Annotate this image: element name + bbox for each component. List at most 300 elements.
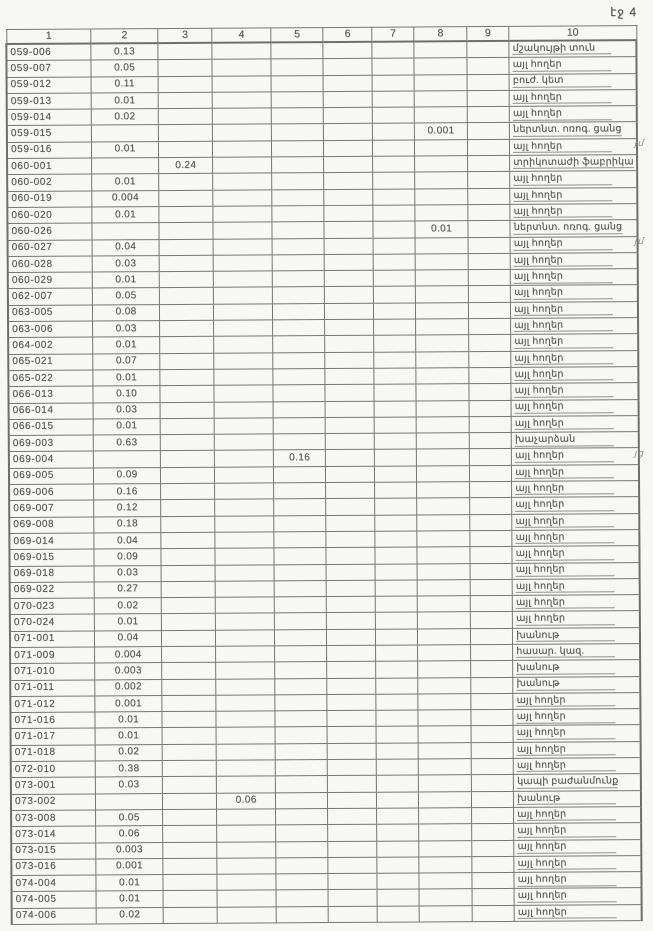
area-value-cell	[215, 548, 274, 565]
area-value-cell	[162, 695, 217, 712]
plot-code-cell: 073-014	[11, 826, 96, 843]
area-value-cell	[469, 449, 511, 466]
area-value-cell: 0.04	[92, 239, 159, 256]
area-value-cell	[92, 223, 159, 240]
area-value-cell	[159, 288, 214, 305]
area-value-cell	[372, 42, 414, 59]
area-value-cell	[214, 353, 273, 370]
area-value-cell	[274, 515, 327, 532]
land-use-text: այլ հողեր	[513, 59, 612, 71]
area-value-cell	[376, 743, 418, 760]
area-value-cell	[158, 108, 213, 125]
area-value-cell	[416, 319, 469, 336]
area-value-cell	[375, 612, 417, 629]
area-value-cell: 0.16	[94, 484, 161, 501]
area-value-cell	[325, 238, 374, 255]
area-value-cell	[160, 337, 215, 354]
area-value-cell: 0.01	[91, 92, 158, 109]
column-header-5: 5	[271, 28, 324, 43]
area-value-cell	[217, 890, 276, 907]
area-value-cell	[217, 825, 276, 842]
area-value-cell	[217, 841, 276, 858]
plot-code-cell: 069-005	[9, 468, 94, 485]
area-value-cell	[470, 514, 512, 531]
area-value-cell	[326, 482, 375, 499]
area-value-cell	[470, 628, 512, 645]
area-value-cell	[161, 532, 216, 549]
area-value-cell	[162, 679, 217, 696]
plot-code-cell: 071-011	[10, 680, 95, 697]
land-use-text: այլ հողեր	[514, 206, 613, 218]
area-value-cell	[471, 807, 513, 824]
land-use-cell	[511, 334, 638, 351]
area-value-cell	[213, 141, 272, 158]
area-value-cell	[374, 466, 416, 483]
area-value-cell	[325, 287, 374, 304]
plot-code-cell: 059-006	[6, 43, 91, 60]
area-value-cell	[418, 596, 471, 613]
plot-code-cell: 074-006	[12, 908, 97, 925]
area-value-cell	[214, 255, 273, 272]
area-value-cell	[272, 271, 325, 288]
area-value-cell	[216, 695, 275, 712]
area-value-cell	[415, 237, 468, 254]
land-use-cell	[514, 774, 641, 791]
area-value-cell	[328, 743, 377, 760]
area-value-cell	[415, 254, 468, 271]
area-value-cell	[375, 564, 417, 581]
land-use-cell	[514, 839, 641, 856]
area-value-cell	[217, 809, 276, 826]
area-value-cell	[375, 515, 417, 532]
area-value-cell	[272, 287, 325, 304]
land-use-cell	[511, 301, 638, 318]
land-use-text: այլ հողեր	[515, 499, 614, 511]
area-value-cell: 0.001	[96, 858, 163, 875]
area-value-cell	[215, 483, 274, 500]
land-use-cell	[512, 546, 639, 563]
land-use-cell	[514, 888, 641, 905]
area-value-cell	[94, 451, 161, 468]
area-value-cell	[213, 206, 272, 223]
area-value-cell	[327, 662, 376, 679]
area-value-cell	[374, 449, 416, 466]
area-value-cell	[373, 270, 415, 287]
land-use-text: բուժ. կետ	[513, 76, 612, 88]
area-value-cell	[374, 482, 416, 499]
area-value-cell	[416, 302, 469, 319]
area-value-cell	[326, 531, 375, 548]
area-value-cell	[214, 271, 273, 288]
plot-code-cell: 071-012	[10, 696, 95, 713]
area-value-cell	[212, 59, 271, 76]
area-value-cell	[276, 906, 329, 923]
area-value-cell	[215, 515, 274, 532]
area-value-cell	[467, 107, 509, 124]
area-value-cell	[324, 107, 373, 124]
plot-code-cell: 060-019	[7, 191, 92, 208]
cadastre-table	[5, 25, 645, 925]
land-use-cell	[513, 758, 640, 775]
land-use-text: այլ հողեր	[516, 532, 615, 544]
area-value-cell	[469, 498, 511, 515]
area-value-cell	[213, 157, 272, 174]
area-value-cell	[158, 60, 213, 77]
area-value-cell: 0.01	[96, 875, 163, 892]
area-value-cell	[373, 172, 415, 189]
land-use-cell	[510, 269, 637, 286]
land-use-text: այլ հողեր	[513, 174, 612, 186]
plot-code-cell: 071-016	[10, 712, 95, 729]
area-value-cell	[276, 874, 329, 891]
land-use-text: այլ հողեր	[518, 891, 617, 903]
land-use-cell	[512, 578, 639, 595]
area-value-cell	[273, 336, 326, 353]
area-value-cell	[323, 59, 372, 76]
area-value-cell	[327, 694, 376, 711]
area-value-cell: 0.01	[92, 207, 159, 224]
area-value-cell	[216, 646, 275, 663]
area-value-cell	[416, 400, 469, 417]
area-value-cell	[471, 824, 513, 841]
area-value-cell	[469, 384, 511, 401]
area-value-cell	[96, 793, 163, 810]
area-value-cell	[417, 449, 470, 466]
plot-code-cell: 071-001	[10, 631, 95, 648]
area-value-cell	[375, 531, 417, 548]
column-header-7: 7	[372, 27, 414, 42]
area-value-cell	[467, 172, 509, 189]
area-value-cell	[372, 123, 414, 140]
area-value-cell	[216, 630, 275, 647]
area-value-cell	[327, 596, 376, 613]
land-use-text: այլ հողեր	[513, 190, 612, 202]
area-value-cell	[374, 368, 416, 385]
column-header-10: 10	[509, 26, 636, 41]
land-use-text: խաչարձան	[515, 434, 614, 446]
area-value-cell	[275, 792, 328, 809]
area-value-cell: 0.01	[415, 221, 468, 238]
area-value-cell	[216, 597, 275, 614]
plot-code-cell: 059-016	[7, 142, 92, 159]
area-value-cell	[273, 434, 326, 451]
area-value-cell	[159, 271, 214, 288]
area-value-cell	[414, 74, 467, 91]
land-use-text: այլ հողեր	[513, 92, 612, 104]
area-value-cell	[162, 760, 217, 777]
area-value-cell	[472, 856, 514, 873]
land-use-text: այլ հողեր	[513, 141, 612, 153]
area-value-cell	[328, 808, 377, 825]
area-value-cell	[271, 140, 324, 157]
land-use-cell	[509, 90, 636, 107]
area-value-cell	[159, 320, 214, 337]
land-use-text: կապի բաժանմունք	[517, 775, 619, 788]
area-value-cell	[467, 41, 509, 58]
area-value-cell	[372, 75, 414, 92]
land-use-text: այլ հողեր	[515, 418, 614, 430]
land-use-text: այլ հողեր	[518, 858, 617, 870]
area-value-cell	[327, 629, 376, 646]
land-use-cell	[514, 904, 641, 921]
area-value-cell	[417, 498, 470, 515]
area-value-cell	[215, 434, 274, 451]
land-use-cell	[511, 399, 638, 416]
area-value-cell	[324, 140, 373, 157]
area-value-cell	[326, 417, 375, 434]
area-value-cell	[468, 221, 510, 238]
area-value-cell	[158, 76, 213, 93]
plot-code-cell: 059-013	[7, 93, 92, 110]
area-value-cell: 0.01	[95, 712, 162, 729]
column-header-3: 3	[158, 28, 213, 43]
land-use-text: այլ հողեր	[515, 467, 614, 479]
area-value-cell	[372, 58, 414, 75]
area-value-cell	[274, 580, 327, 597]
land-use-cell	[513, 611, 640, 628]
area-value-cell	[376, 792, 418, 809]
area-value-cell	[162, 809, 217, 826]
area-value-cell: 0.03	[93, 321, 160, 338]
area-value-cell	[92, 125, 159, 142]
area-value-cell: 0.01	[93, 370, 160, 387]
area-value-cell	[213, 108, 272, 125]
area-value-cell	[158, 141, 213, 158]
land-use-text: այլ հողեր	[515, 516, 614, 528]
area-value-cell	[273, 417, 326, 434]
area-value-cell	[215, 499, 274, 516]
land-use-text: այլ հողեր	[517, 728, 616, 740]
area-value-cell	[276, 857, 329, 874]
plot-code-cell: 069-004	[9, 451, 94, 468]
area-value-cell: 0.12	[94, 500, 161, 517]
land-use-cell	[512, 448, 639, 465]
land-use-cell	[512, 513, 639, 530]
plot-code-cell: 066-014	[9, 403, 94, 420]
plot-code-cell: 069-007	[9, 500, 94, 517]
area-value-cell	[326, 433, 375, 450]
area-value-cell	[374, 335, 416, 352]
area-value-cell	[324, 173, 373, 190]
area-value-cell	[161, 630, 216, 647]
area-value-cell	[417, 514, 470, 531]
area-value-cell: 0.38	[96, 761, 163, 778]
land-use-cell	[513, 627, 640, 644]
land-use-cell	[509, 106, 636, 123]
area-value-cell	[163, 907, 218, 924]
area-value-cell	[414, 58, 467, 75]
area-value-cell	[373, 303, 415, 320]
area-value-cell: 0.05	[93, 288, 160, 305]
area-value-cell	[213, 92, 272, 109]
area-value-cell	[217, 776, 276, 793]
area-value-cell	[416, 417, 469, 434]
area-value-cell	[373, 254, 415, 271]
area-value-cell	[472, 873, 514, 890]
area-value-cell	[272, 222, 325, 239]
area-value-cell	[467, 74, 509, 91]
area-value-cell	[159, 255, 214, 272]
land-use-text: խանութ	[516, 662, 615, 674]
land-use-text: այլ հողեր	[514, 288, 613, 300]
area-value-cell	[375, 498, 417, 515]
area-value-cell	[212, 42, 271, 59]
area-value-cell	[272, 206, 325, 223]
land-use-cell	[513, 644, 640, 661]
area-value-cell	[325, 303, 374, 320]
area-value-cell	[375, 596, 417, 613]
area-value-cell	[160, 451, 215, 468]
land-use-text: այլ հողեր	[515, 451, 614, 463]
handwritten-margin-mark: յմ	[634, 138, 645, 148]
land-use-cell	[511, 350, 638, 367]
cadastre-table-body	[6, 40, 641, 924]
area-value-cell	[160, 434, 215, 451]
land-use-cell	[514, 855, 641, 872]
land-use-text: այլ հողեր	[514, 239, 613, 251]
plot-code-cell: 074-004	[11, 875, 96, 892]
area-value-cell	[415, 139, 468, 156]
area-value-cell	[469, 416, 511, 433]
land-use-cell	[512, 464, 639, 481]
area-value-cell	[375, 580, 417, 597]
area-value-cell	[469, 400, 511, 417]
column-header-6: 6	[323, 27, 372, 42]
area-value-cell	[213, 124, 272, 141]
land-use-cell	[511, 367, 638, 384]
area-value-cell	[416, 368, 469, 385]
area-value-cell: 0.004	[95, 647, 162, 664]
area-value-cell	[161, 614, 216, 631]
plot-code-cell: 072-010	[11, 761, 96, 778]
land-use-cell	[511, 318, 638, 335]
area-value-cell: 0.13	[91, 43, 158, 60]
area-value-cell	[417, 547, 470, 564]
area-value-cell	[326, 466, 375, 483]
area-value-cell	[468, 188, 510, 205]
area-value-cell	[272, 303, 325, 320]
area-value-cell	[213, 238, 272, 255]
area-value-cell: 0.01	[96, 891, 163, 908]
area-value-cell: 0.01	[92, 141, 159, 158]
area-value-cell	[329, 890, 378, 907]
area-value-cell: 0.01	[93, 418, 160, 435]
area-value-cell	[377, 857, 419, 874]
area-value-cell	[271, 59, 324, 76]
area-value-cell	[163, 891, 218, 908]
area-value-cell	[161, 548, 216, 565]
plot-code-cell: 060-020	[7, 207, 92, 224]
area-value-cell	[376, 726, 418, 743]
area-value-cell	[163, 874, 218, 891]
area-value-cell	[469, 367, 511, 384]
plot-code-cell: 073-001	[11, 777, 96, 794]
area-value-cell	[216, 711, 275, 728]
land-use-text: այլ հողեր	[515, 402, 614, 414]
area-value-cell	[161, 646, 216, 663]
land-use-cell	[510, 204, 637, 221]
area-value-cell	[376, 775, 418, 792]
area-value-cell	[213, 190, 272, 207]
area-value-cell	[215, 450, 274, 467]
area-value-cell	[324, 205, 373, 222]
area-value-cell	[416, 384, 469, 401]
plot-code-cell: 071-018	[11, 745, 96, 762]
land-use-cell	[510, 253, 637, 270]
area-value-cell: 0.24	[158, 157, 213, 174]
area-value-cell	[377, 824, 419, 841]
plot-code-cell: 059-015	[7, 125, 92, 142]
area-value-cell	[327, 580, 376, 597]
area-value-cell	[158, 92, 213, 109]
area-value-cell	[324, 222, 373, 239]
area-value-cell	[274, 499, 327, 516]
area-value-cell	[276, 890, 329, 907]
area-value-cell	[374, 352, 416, 369]
area-value-cell	[373, 221, 415, 238]
area-value-cell	[467, 90, 509, 107]
plot-code-cell: 059-007	[6, 60, 91, 77]
area-value-cell	[372, 107, 414, 124]
area-value-cell: 0.003	[95, 663, 162, 680]
area-value-cell: 0.06	[217, 793, 276, 810]
cadastre-table-wrap	[5, 25, 645, 925]
area-value-cell: 0.05	[96, 810, 163, 827]
area-value-cell	[214, 385, 273, 402]
area-value-cell	[215, 532, 274, 549]
area-value-cell	[272, 189, 325, 206]
area-value-cell	[272, 238, 325, 255]
area-value-cell	[273, 368, 326, 385]
area-value-cell	[418, 742, 471, 759]
area-value-cell: 0.07	[93, 353, 160, 370]
area-value-cell	[271, 91, 324, 108]
area-value-cell	[469, 465, 511, 482]
area-value-cell	[159, 190, 214, 207]
area-value-cell	[376, 694, 418, 711]
area-value-cell	[274, 531, 327, 548]
land-use-cell	[513, 741, 640, 758]
land-use-text: ներտնտ. ոռոգ. ցանց	[513, 123, 622, 136]
area-value-cell: 0.02	[96, 907, 163, 924]
area-value-cell	[161, 565, 216, 582]
area-value-cell	[470, 530, 512, 547]
area-value-cell	[419, 889, 472, 906]
area-value-cell	[213, 222, 272, 239]
land-use-text: այլ հողեր	[515, 483, 614, 495]
area-value-cell	[325, 319, 374, 336]
area-value-cell	[416, 270, 469, 287]
plot-code-cell: 066-013	[8, 386, 93, 403]
land-use-cell	[510, 155, 637, 172]
area-value-cell	[328, 841, 377, 858]
area-value-cell: 0.27	[94, 581, 161, 598]
area-value-cell: 0.03	[96, 777, 163, 794]
plot-code-cell: 059-012	[7, 77, 92, 94]
area-value-cell	[218, 907, 277, 924]
area-value-cell	[468, 335, 510, 352]
area-value-cell	[376, 759, 418, 776]
handwritten-margin-mark: յմ	[634, 236, 645, 246]
area-value-cell	[375, 645, 417, 662]
area-value-cell	[161, 581, 216, 598]
plot-code-cell: 074-005	[12, 891, 97, 908]
area-value-cell	[272, 173, 325, 190]
area-value-cell	[216, 613, 275, 630]
land-use-cell	[514, 807, 641, 824]
area-value-cell	[470, 612, 512, 629]
area-value-cell	[472, 889, 514, 906]
